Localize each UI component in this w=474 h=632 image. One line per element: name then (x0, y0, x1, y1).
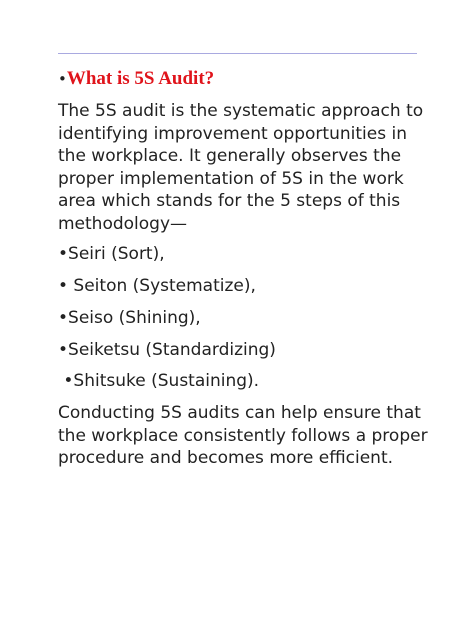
heading-bullet: • (58, 70, 67, 88)
step-item-seiso: •Seiso (Shining), (58, 308, 201, 328)
step-item-seiri: •Seiri (Sort), (58, 244, 165, 264)
step-item-shitsuke: •Shitsuke (Sustaining). (58, 371, 260, 391)
closing-paragraph: Conducting 5S audits can help ensure that the workplace consistently follows a proper procedure and becomes more efficient. (58, 403, 428, 468)
step-item-seiton: • Seiton (Systematize), (58, 276, 256, 296)
heading-title: What is 5S Audit? (66, 68, 215, 89)
section-heading (58, 66, 214, 91)
intro-paragraph: The 5S audit is the systematic approach to identifying improvement opportunities in the workplace. It generally observes the proper implementation of 5S in the work area which stands for the 5 steps of this methodology— (58, 101, 424, 234)
top-divider (58, 53, 417, 54)
step-item-seiketsu: •Seiketsu (Standardizing) (58, 340, 276, 360)
